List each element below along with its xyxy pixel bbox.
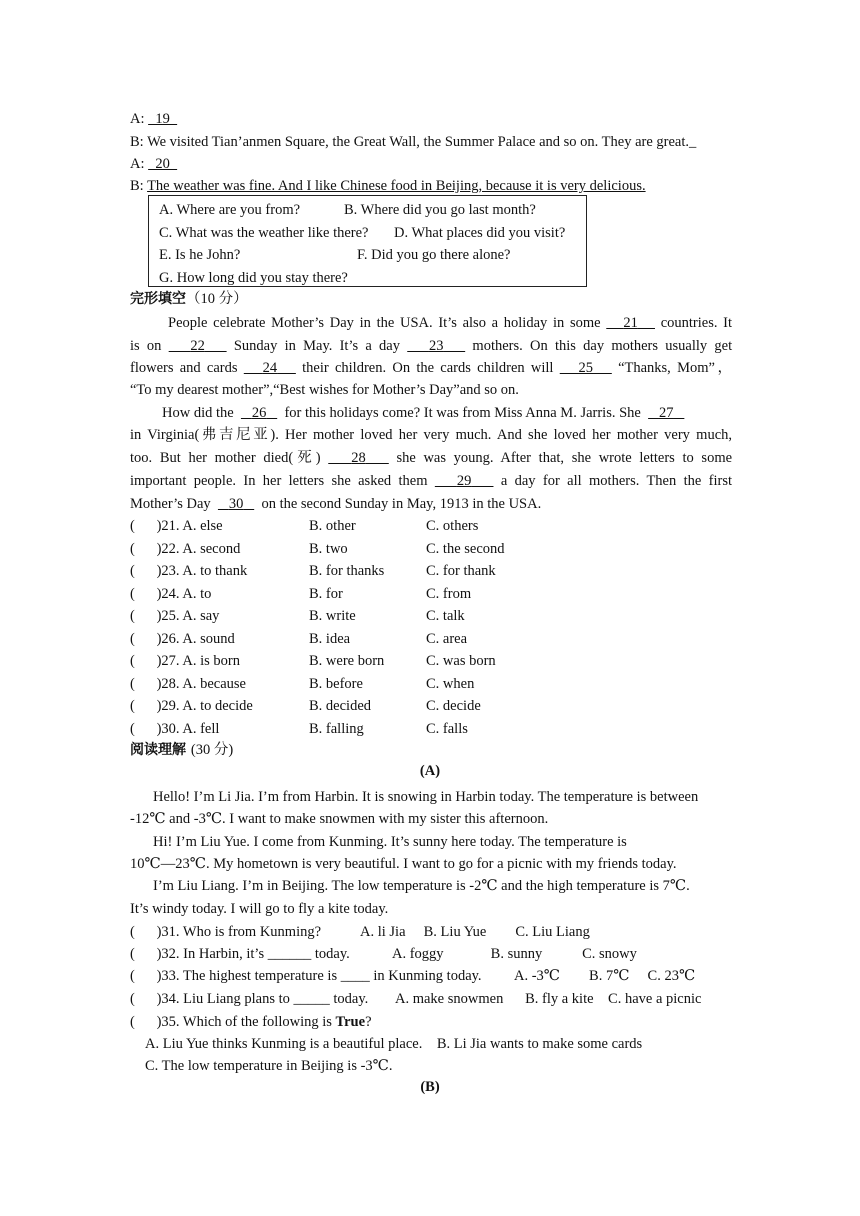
reading-heading — [130, 741, 233, 759]
question-option-a: ( )25. A. say — [130, 608, 220, 624]
question-32-options: A. foggy B. sunny C. snowy — [392, 946, 637, 962]
text: People celebrate Mother’s Day in the USA. It’s also a holiday in some — [168, 315, 601, 331]
text: How did the — [162, 405, 234, 421]
bold-true: True — [335, 1014, 366, 1030]
cloze-p1-line4: “To my dearest mother”,“Best wishes for Mother’s Day”and so on. — [130, 382, 519, 398]
question-31 — [130, 923, 321, 941]
question-option-b: B. write — [309, 608, 356, 624]
underlined-sentence: The weather was fine. And I like Chinese food in Beijing, because it is very delicious. — [147, 178, 646, 194]
question-option-b: B. for thanks — [309, 563, 385, 579]
text: is on — [130, 338, 162, 354]
cloze-p1-line1 — [168, 314, 732, 332]
blank-29 — [435, 473, 494, 489]
reading-heading-text: 阅读理解 — [130, 742, 186, 758]
cloze-points: （10 分） — [186, 291, 248, 307]
question-33-options: A. -3℃ B. 7℃ C. 23℃ — [514, 968, 696, 984]
question-option-a: ( )26. A. sound — [130, 631, 235, 647]
blank-28 — [328, 450, 389, 466]
cloze-p1-line3 — [130, 359, 732, 377]
question-option-c: C. from — [426, 586, 472, 602]
question-option-c: C. when — [426, 676, 475, 692]
passage-a-line1: Hello! I’m Li Jia. I’m from Harbin. It is snowing in Harbin today. The temperature is between — [153, 789, 699, 805]
blank-number: 21 — [623, 315, 638, 331]
blank-22 — [169, 338, 227, 354]
question-option-a: ( )28. A. because — [130, 676, 246, 692]
question-option-a: ( )24. A. to — [130, 586, 212, 602]
dialog-line-b20 — [130, 177, 646, 195]
question-35 — [130, 1013, 372, 1031]
section-a-title: (A) — [419, 763, 441, 779]
question-34-options: A. make snowmen B. fly a kite C. have a picnic — [395, 991, 702, 1007]
blank-27 — [648, 405, 684, 421]
blank-19: 19 — [148, 111, 178, 127]
cloze-p2-line4 — [130, 472, 732, 490]
blank-number: 23 — [428, 338, 444, 354]
dialog-line-b19: B: We visited Tian’anmen Square, the Great Wall, the Summer Palace and so on. They are great._ — [130, 134, 697, 150]
blank-number: 26 — [251, 405, 267, 421]
speaker-a: A: — [130, 111, 149, 127]
cloze-p2-line2: in Virginia(弗吉尼亚). Her mother loved her very much. And she loved her mother very much, — [130, 427, 732, 443]
question-stem: ( )35. Which of the following is — [130, 1014, 336, 1030]
passage-a-line5: I’m Liu Liang. I’m in Beijing. The low temperature is -2℃ and the high temperature is 7℃. — [153, 878, 690, 894]
question-option-c: C. decide — [426, 698, 481, 714]
text: countries. It — [660, 315, 733, 331]
question-option-b: B. idea — [309, 631, 351, 647]
cloze-heading — [130, 290, 248, 308]
blank-number: 29 — [456, 473, 472, 489]
question-option-b: B. falling — [309, 721, 364, 737]
passage-a-line6: It’s windy today. I will go to fly a kite today. — [130, 901, 389, 917]
options-box — [148, 195, 587, 287]
blank-23 — [407, 338, 465, 354]
question-32: ( )32. In Harbin, it’s ______ today. — [130, 946, 350, 962]
text: too. But her mother died(死) — [130, 450, 321, 466]
passage-a-line3: Hi! I’m Liu Yue. I come from Kunming. It’s sunny here today. The temperature is — [153, 834, 627, 850]
speaker-a: A: — [130, 156, 149, 172]
question-option-c: C. falls — [426, 721, 468, 737]
question-option-c: C. area — [426, 631, 468, 647]
question-option-a: ( )22. A. second — [130, 541, 241, 557]
question-option-a: ( )30. A. fell — [130, 721, 220, 737]
cloze-p2-line1 — [162, 404, 684, 422]
text: their children. On the cards children will — [302, 360, 554, 376]
question-31-options: A. li Jia B. Liu Yue C. Liu Liang — [360, 924, 590, 940]
question-option-a: ( )23. A. to thank — [130, 563, 248, 579]
speaker-b: B: — [130, 178, 148, 194]
cloze-p2-line5 — [130, 495, 541, 513]
blank-25 — [560, 360, 612, 376]
section-b-title: (B) — [420, 1079, 440, 1095]
question-option-b: B. decided — [309, 698, 372, 714]
cloze-p1-line2 — [130, 337, 732, 355]
question-35-options-line2: C. The low temperature in Beijing is -3℃. — [145, 1058, 393, 1074]
question-option-c: C. for thank — [426, 563, 496, 579]
question-35-options-line1: A. Liu Yue thinks Kunming is a beautiful place. B. Li Jia wants to make some cards — [145, 1036, 643, 1052]
blank-20: 20 — [148, 156, 178, 172]
text: flowers and cards — [130, 360, 238, 376]
option-c: C. What was the weather like there? — [159, 225, 369, 241]
passage-a-line2: -12℃ and -3℃. I want to make snowmen with my sister this afternoon. — [130, 811, 549, 827]
question-option-b: B. were born — [309, 653, 385, 669]
text: important people. In her letters she asked them — [130, 473, 428, 489]
text: a day for all mothers. Then the first — [500, 473, 733, 489]
text: Sunday in May. It’s a day — [233, 338, 400, 354]
question-tail: ? — [365, 1014, 372, 1030]
question-option-b: B. before — [309, 676, 363, 692]
option-g: G. How long did you stay there? — [159, 270, 348, 286]
option-a: A. Where are you from? — [159, 202, 301, 218]
dialog-line-a20 — [130, 155, 177, 173]
question-option-c: C. others — [426, 518, 479, 534]
question-option-b: B. for — [309, 586, 343, 602]
text: mothers. On this day mothers usually get — [472, 338, 733, 354]
question-option-b: B. two — [309, 541, 348, 557]
question-option-a: ( )27. A. is born — [130, 653, 240, 669]
question-33: ( )33. The highest temperature is ____ in Kunming today. — [130, 968, 482, 984]
option-b: B. Where did you go last month? — [344, 202, 536, 218]
question-option-a: ( )29. A. to decide — [130, 698, 253, 714]
reading-points: (30 分) — [190, 742, 234, 758]
option-f: F. Did you go there alone? — [357, 247, 511, 263]
text: Mother’s Day — [130, 496, 211, 512]
dialog-line-a19 — [130, 110, 177, 128]
blank-24 — [244, 360, 296, 376]
blank-number: 24 — [262, 360, 278, 376]
blank-number: 22 — [190, 338, 205, 354]
question-stem: ( )31. Who is from Kunming? — [130, 924, 322, 940]
question-option-c: C. talk — [426, 608, 465, 624]
passage-a-line4: 10℃—23℃. My hometown is very beautiful. I want to go for a picnic with my friends today. — [130, 856, 677, 872]
cloze-heading-text: 完形填空 — [130, 291, 186, 307]
option-d: D. What places did you visit? — [394, 225, 566, 241]
option-e: E. Is he John? — [159, 247, 241, 263]
blank-30 — [218, 496, 254, 512]
blank-number: 28 — [351, 450, 366, 466]
text: for this holidays come? It was from Miss Anna M. Jarris. She — [284, 405, 641, 421]
question-option-a: ( )21. A. else — [130, 518, 223, 534]
text: she was young. After that, she wrote letters to some — [396, 450, 733, 466]
blank-21 — [606, 315, 655, 331]
blank-number: 25 — [578, 360, 594, 376]
question-34: ( )34. Liu Liang plans to _____ today. — [130, 991, 369, 1007]
blank-number: 27 — [658, 405, 674, 421]
blank-26 — [241, 405, 277, 421]
text: on the second Sunday in May, 1913 in the USA. — [261, 496, 542, 512]
question-option-c: C. was born — [426, 653, 496, 669]
question-option-c: C. the second — [426, 541, 505, 557]
blank-number: 30 — [228, 496, 244, 512]
text: “Thanks, Mom”， — [618, 360, 733, 376]
question-option-b: B. other — [309, 518, 356, 534]
cloze-p2-line3 — [130, 449, 732, 467]
